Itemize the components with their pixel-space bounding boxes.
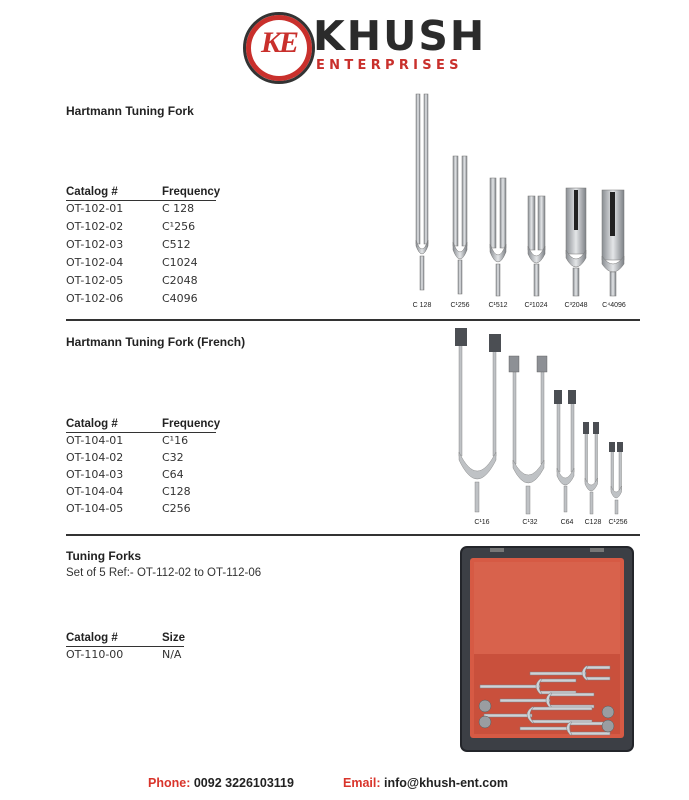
logo-monogram: KE bbox=[260, 26, 298, 59]
frequency: C32 bbox=[162, 451, 184, 464]
footer-email bbox=[343, 776, 508, 790]
section-3-col-catalog: Catalog # bbox=[66, 632, 118, 644]
table-row bbox=[66, 648, 196, 665]
french-forks-illustration bbox=[445, 322, 640, 517]
section-3-subtitle: Set of 5 Ref:- OT-112-02 to OT-112-06 bbox=[66, 567, 262, 579]
fork-c2048 bbox=[566, 188, 586, 296]
brand-subtitle: ENTERPRISES bbox=[316, 58, 463, 73]
tuning-fork-case-illustration bbox=[460, 546, 634, 752]
section-divider bbox=[66, 534, 640, 536]
catalog-number: OT-104-02 bbox=[66, 451, 124, 464]
fork-c128 bbox=[416, 94, 428, 290]
phone-number: 0092 3226103119 bbox=[193, 776, 294, 790]
table-row bbox=[66, 468, 226, 485]
frequency: C2048 bbox=[162, 274, 198, 287]
footer-phone bbox=[148, 776, 294, 790]
fork-c64 bbox=[554, 390, 576, 512]
table-row bbox=[66, 502, 226, 519]
fork-c512 bbox=[490, 178, 506, 296]
frequency: C256 bbox=[162, 502, 191, 515]
frequency: C4096 bbox=[162, 292, 198, 305]
email-label: Email: bbox=[343, 776, 381, 790]
figure-label: C³2048 bbox=[564, 302, 588, 309]
frequency: C64 bbox=[162, 468, 184, 481]
section-2-header-rule bbox=[66, 432, 216, 433]
table-row bbox=[66, 202, 226, 220]
table-row bbox=[66, 451, 226, 468]
phone-label: Phone: bbox=[148, 776, 191, 790]
catalog-number: OT-110-00 bbox=[66, 648, 124, 661]
catalog-number: OT-102-03 bbox=[66, 238, 124, 251]
fork-c4096 bbox=[602, 190, 624, 296]
catalog-number: OT-102-06 bbox=[66, 292, 124, 305]
table-row bbox=[66, 485, 226, 502]
figure-label: C²1024 bbox=[524, 302, 548, 309]
size: N/A bbox=[162, 648, 182, 661]
table-row bbox=[66, 238, 226, 256]
figure-label: C128 bbox=[584, 519, 602, 526]
figure-label: C¹512 bbox=[488, 302, 508, 309]
figure-label: C¹32 bbox=[522, 519, 538, 526]
fork-c256 bbox=[453, 156, 467, 294]
section-3-col-size: Size bbox=[162, 632, 186, 644]
figure-label: C 128 bbox=[412, 302, 432, 309]
table-row bbox=[66, 292, 226, 310]
section-2-table bbox=[66, 434, 226, 519]
figure-label: C¹16 bbox=[474, 519, 490, 526]
catalog-number: OT-104-05 bbox=[66, 502, 124, 515]
table-row bbox=[66, 434, 226, 451]
catalog-number: OT-102-02 bbox=[66, 220, 124, 233]
frequency: C¹16 bbox=[162, 434, 189, 447]
section-1-title: Hartmann Tuning Fork bbox=[66, 104, 194, 118]
brand-name: KHUSH bbox=[313, 12, 487, 60]
fork-c1024 bbox=[528, 196, 545, 296]
table-row bbox=[66, 256, 226, 274]
catalog-number: OT-104-01 bbox=[66, 434, 124, 447]
section-3-title: Tuning Forks bbox=[66, 549, 142, 563]
figure-label: C⁴4096 bbox=[602, 302, 626, 309]
catalog-number: OT-102-04 bbox=[66, 256, 124, 269]
section-2-col-frequency: Frequency bbox=[162, 418, 221, 430]
frequency: C128 bbox=[162, 485, 191, 498]
frequency: C512 bbox=[162, 238, 191, 251]
section-3-table bbox=[66, 648, 196, 665]
email-address[interactable]: info@khush-ent.com bbox=[384, 776, 508, 790]
catalog-number: OT-102-05 bbox=[66, 274, 124, 287]
fork-c128-french bbox=[583, 422, 599, 514]
section-2-col-catalog: Catalog # bbox=[66, 418, 118, 430]
frequency: C1024 bbox=[162, 256, 198, 269]
figure-label: C¹256 bbox=[608, 519, 628, 526]
table-row bbox=[66, 274, 226, 292]
section-3-header-rule bbox=[66, 646, 184, 647]
catalog-number: OT-102-01 bbox=[66, 202, 124, 215]
section-2-title: Hartmann Tuning Fork (French) bbox=[66, 335, 246, 349]
catalog-number: OT-104-03 bbox=[66, 468, 124, 481]
frequency: C¹256 bbox=[162, 220, 196, 233]
section-1-col-frequency: Frequency bbox=[162, 186, 221, 198]
section-1-col-catalog: Catalog # bbox=[66, 186, 118, 198]
section-1-table bbox=[66, 202, 226, 310]
frequency: C 128 bbox=[162, 202, 195, 215]
catalog-number: OT-104-04 bbox=[66, 485, 124, 498]
fork-c16 bbox=[455, 328, 501, 512]
section-divider bbox=[66, 319, 640, 321]
hartmann-forks-illustration bbox=[400, 90, 640, 315]
table-row bbox=[66, 220, 226, 238]
figure-label: C¹256 bbox=[450, 302, 470, 309]
figure-label: C64 bbox=[560, 519, 574, 526]
section-1-header-rule bbox=[66, 200, 216, 201]
fork-c32 bbox=[509, 356, 547, 514]
fork-c256-french bbox=[609, 442, 623, 514]
